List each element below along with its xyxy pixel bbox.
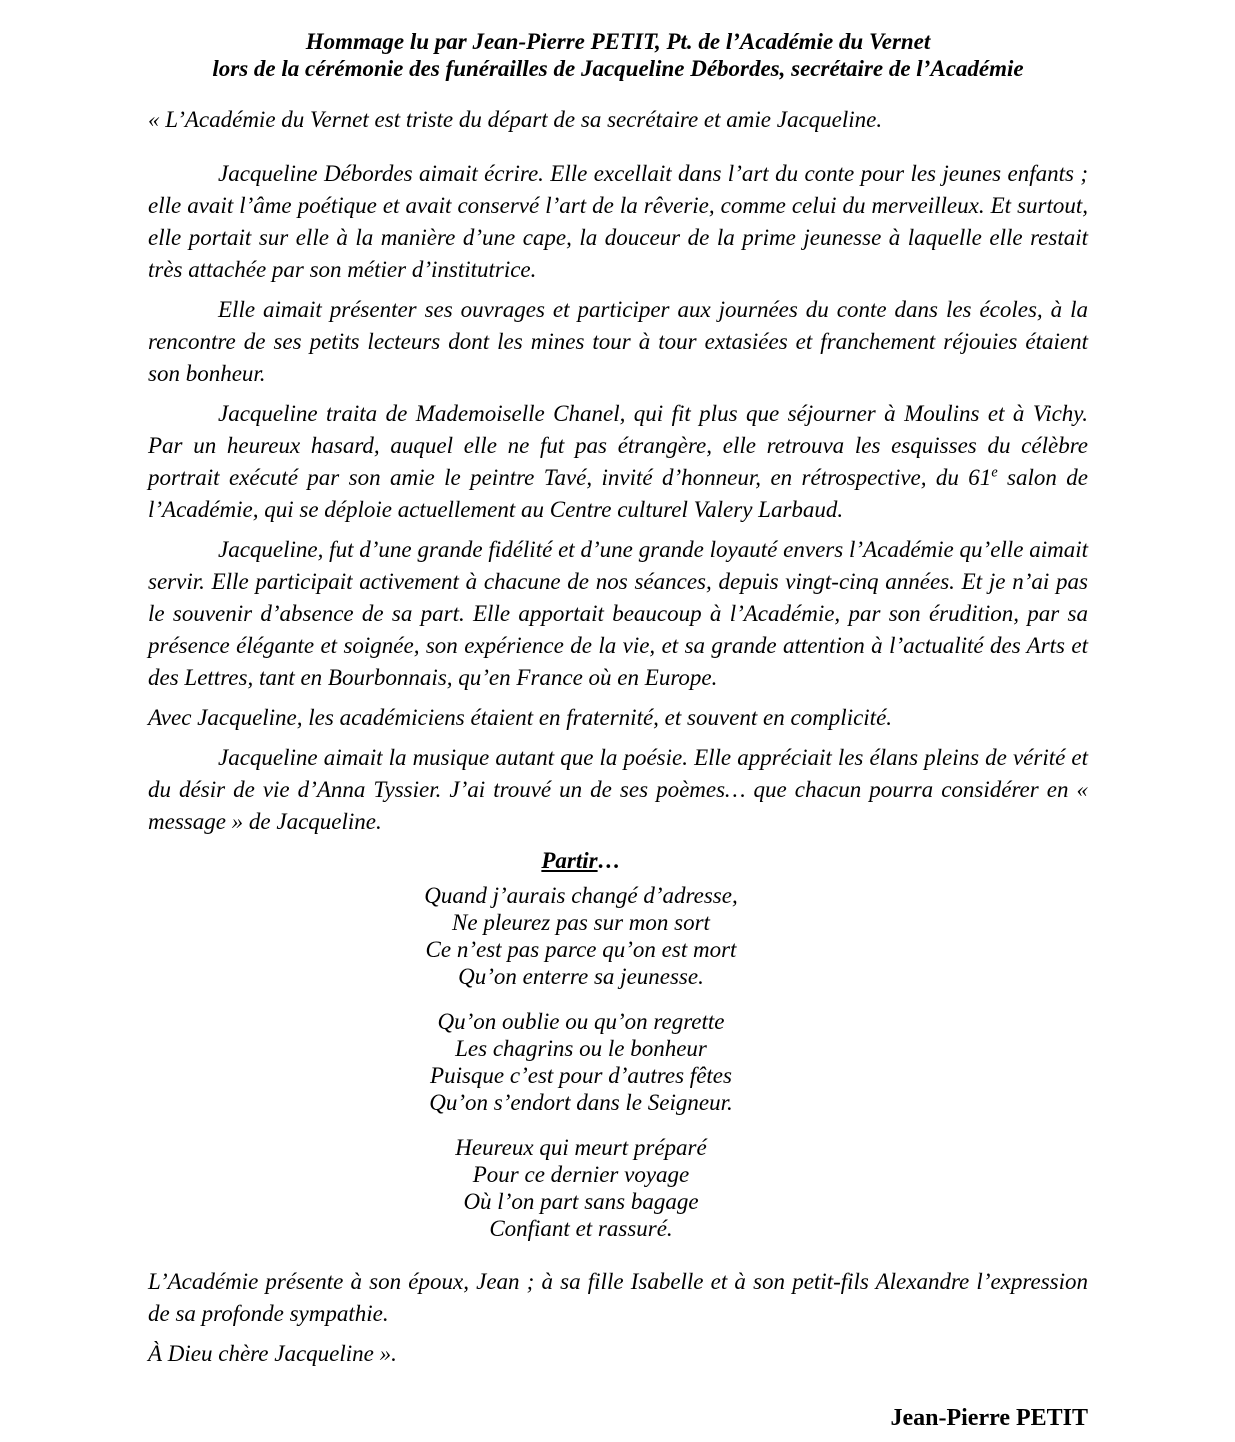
poem-stanza-3	[148, 1134, 1014, 1242]
poem-line: Quand j’aurais changé d’adresse,	[424, 883, 738, 908]
poem-title-ellipsis: …	[597, 848, 621, 873]
poem-line: Heureux qui meurt préparé	[455, 1135, 707, 1160]
poem-title	[148, 846, 1014, 876]
paragraph-schools: Elle aimait présenter ses ouvrages et participer aux journées du conte dans les écoles, à la rencontre de ses petits lecteurs dont les mines tour à tour extasiées et franchement réjouies étaient son bonheur.	[148, 297, 1088, 386]
opening-paragraph: « L’Académie du Vernet est triste du départ de sa secrétaire et amie Jacqueline.	[148, 107, 883, 132]
poem-title-text: Partir	[541, 848, 598, 873]
paragraph-chanel-text-after: salon de l’Académie, qui se déploie actuellement au Centre culturel Valery Larbaud.	[148, 465, 1088, 522]
paragraph-chanel	[148, 398, 1088, 526]
signature: Jean-Pierre PETIT	[890, 1405, 1088, 1431]
paragraph-fraternity: Avec Jacqueline, les académiciens étaient en fraternité, et souvent en complicité.	[148, 705, 893, 730]
poem-line: Qu’on enterre sa jeunesse.	[458, 964, 704, 989]
document-title	[148, 28, 1088, 82]
poem-line: Confiant et rassuré.	[489, 1216, 673, 1241]
paragraph-writing: Jacqueline Débordes aimait écrire. Elle excellait dans l’art du conte pour les jeunes enfants ; elle avait l’âme poétique et avait conservé l’art de la rêverie, comme celui du merveilleux. Et surtout, elle portait sur elle à la manière d’une cape, la douceur de la prime jeunesse à laquelle elle restait très attachée par son métier d’institutrice.	[148, 161, 1088, 282]
paragraph-fidelity: Jacqueline, fut d’une grande fidélité et d’une grande loyauté envers l’Académie qu’elle aimait servir. Elle participait activement à chacune de nos séances, depuis vingt-cinq années. Et je n’ai pas le souvenir d’absence de sa part. Elle apportait beaucoup à l’Académie, par son érudition, par sa présence élégante et soignée, son expérience de la vie, et sa grande attention à l’actualité des Arts et des Lettres, tant en Bourbonnais, qu’en France où en Europe.	[148, 537, 1088, 690]
poem-stanza-2	[148, 1008, 1014, 1116]
title-line-1: Hommage lu par Jean-Pierre PETIT, Pt. de l’Académie du Vernet	[305, 29, 931, 54]
title-line-2: lors de la cérémonie des funérailles de Jacqueline Débordes, secrétaire de l’Académie	[212, 56, 1024, 81]
poem-line: Pour ce dernier voyage	[472, 1162, 690, 1187]
poem-line: Ne pleurez pas sur mon sort	[452, 910, 710, 935]
poem-line: Qu’on oublie ou qu’on regrette	[437, 1009, 725, 1034]
paragraph-music: Jacqueline aimait la musique autant que la poésie. Elle appréciait les élans pleins de vérité et du désir de vie d’Anna Tyssier. J’ai trouvé un de ses poèmes… que chacun pourra considérer en « message » de Jacqueline.	[148, 745, 1088, 834]
poem-line: Qu’on s’endort dans le Seigneur.	[429, 1090, 733, 1115]
poem-line: Ce n’est pas parce qu’on est mort	[425, 937, 737, 962]
closing-paragraph-sympathy: L’Académie présente à son époux, Jean ; à sa fille Isabelle et à son petit-fils Alexandre l’expression de sa profonde sympathie.	[148, 1269, 1088, 1326]
poem-line: Puisque c’est pour d’autres fêtes	[430, 1063, 732, 1088]
poem-stanza-1	[148, 882, 1014, 990]
poem-line: Les chagrins ou le bonheur	[455, 1036, 707, 1061]
poem	[148, 846, 1088, 1242]
closing-paragraph-farewell: À Dieu chère Jacqueline ».	[148, 1341, 397, 1366]
paragraph-chanel-text-before: Jacqueline traita de Mademoiselle Chanel, qui fit plus que séjourner à Moulins et à Vichy. Par un heureux hasard, auquel elle ne fut pas étrangère, elle retrouva les esquisses du célèbre portrait exécuté par son amie le peintre Tavé, invité d’honneur, en rétrospective, du 61	[148, 401, 1088, 490]
poem-line: Où l’on part sans bagage	[463, 1189, 699, 1214]
ordinal-superscript: e	[991, 464, 998, 481]
